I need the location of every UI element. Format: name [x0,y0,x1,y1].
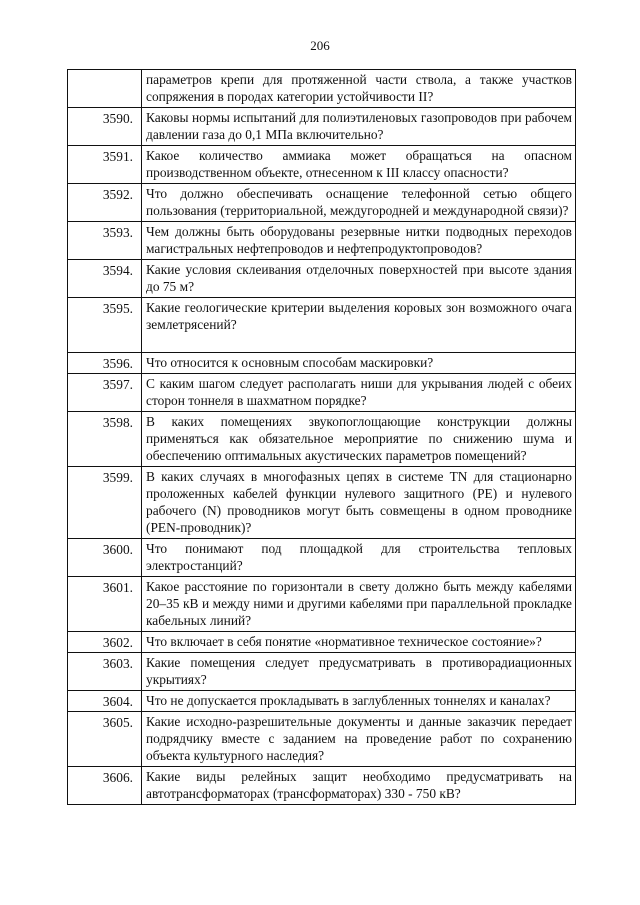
question-text: Какие условия склеивания отделочных поверхностей при высоте здания до 75 м? [142,260,576,298]
table-row [68,767,576,805]
question-text: Какие исходно-разрешительные документы и данные заказчик передает подрядчику вместе с заданием на проведение работ по сохранению объекта культурного наследия? [142,712,576,767]
table-row [68,691,576,712]
table-row [68,467,576,539]
question-number: 3600. [68,539,142,577]
question-number [68,70,142,108]
table-row [68,108,576,146]
question-text: С каким шагом следует располагать ниши для укрывания людей с обеих сторон тоннеля в шахматном порядке? [142,374,576,412]
question-number: 3596. [68,353,142,374]
table-row [68,70,576,108]
question-text: В каких помещениях звукопоглощающие конструкции должны применяться как обязательное мероприятие по снижению шума и обеспечению оптимальных акустических параметров помещений? [142,412,576,467]
question-text: Что должно обеспечивать оснащение телефонной сетью общего пользования (территориальной, междугородней и международной связи)? [142,184,576,222]
question-number: 3601. [68,577,142,632]
question-text: Какие геологические критерии выделения коровых зон возможного очага землетрясений? [142,298,576,353]
question-number: 3599. [68,467,142,539]
question-number: 3603. [68,653,142,691]
question-text: Какие виды релейных защит необходимо предусматривать на автотрансформаторах (трансформаторах) 330 - 750 кВ? [142,767,576,805]
table-row [68,298,576,353]
table-row [68,653,576,691]
table-row [68,712,576,767]
question-number: 3595. [68,298,142,353]
question-text: Какое расстояние по горизонтали в свету должно быть между кабелями 20–35 кВ и между ними и другими кабелями при параллельной прокладке кабельных линий? [142,577,576,632]
table-row [68,412,576,467]
question-text: Какие помещения следует предусматривать в противорадиационных укрытиях? [142,653,576,691]
question-number: 3594. [68,260,142,298]
question-number: 3593. [68,222,142,260]
question-number: 3602. [68,632,142,653]
table-row [68,374,576,412]
question-text: Что относится к основным способам маскировки? [142,353,576,374]
question-number: 3591. [68,146,142,184]
questions-table [67,69,576,805]
question-number: 3592. [68,184,142,222]
table-row [68,146,576,184]
table-row [68,184,576,222]
question-number: 3597. [68,374,142,412]
question-number: 3604. [68,691,142,712]
question-number: 3605. [68,712,142,767]
question-text: Что не допускается прокладывать в заглубленных тоннелях и каналах? [142,691,576,712]
question-text: Какое количество аммиака может обращаться на опасном производственном объекте, отнесенном к III классу опасности? [142,146,576,184]
question-text: Что понимают под площадкой для строительства тепловых электростанций? [142,539,576,577]
table-row [68,260,576,298]
question-number: 3606. [68,767,142,805]
table-row [68,539,576,577]
table-row [68,632,576,653]
question-number: 3598. [68,412,142,467]
table-row [68,577,576,632]
question-text: Каковы нормы испытаний для полиэтиленовых газопроводов при рабочем давлении газа до 0,1 МПа включительно? [142,108,576,146]
page-number: 206 [310,38,330,53]
question-text: В каких случаях в многофазных цепях в системе TN для стационарно проложенных кабелей функции нулевого защитного (PE) и нулевого рабочего (N) проводников могут быть совмещены в одном проводнике (PEN-проводник)? [142,467,576,539]
question-text: параметров крепи для протяженной части ствола, а также участков сопряжения в породах категории устойчивости II? [142,70,576,108]
question-text: Чем должны быть оборудованы резервные нитки подводных переходов магистральных нефтепроводов и нефтепродуктопроводов? [142,222,576,260]
question-text: Что включает в себя понятие «нормативное техническое состояние»? [142,632,576,653]
table-row [68,222,576,260]
table-row [68,353,576,374]
question-number: 3590. [68,108,142,146]
